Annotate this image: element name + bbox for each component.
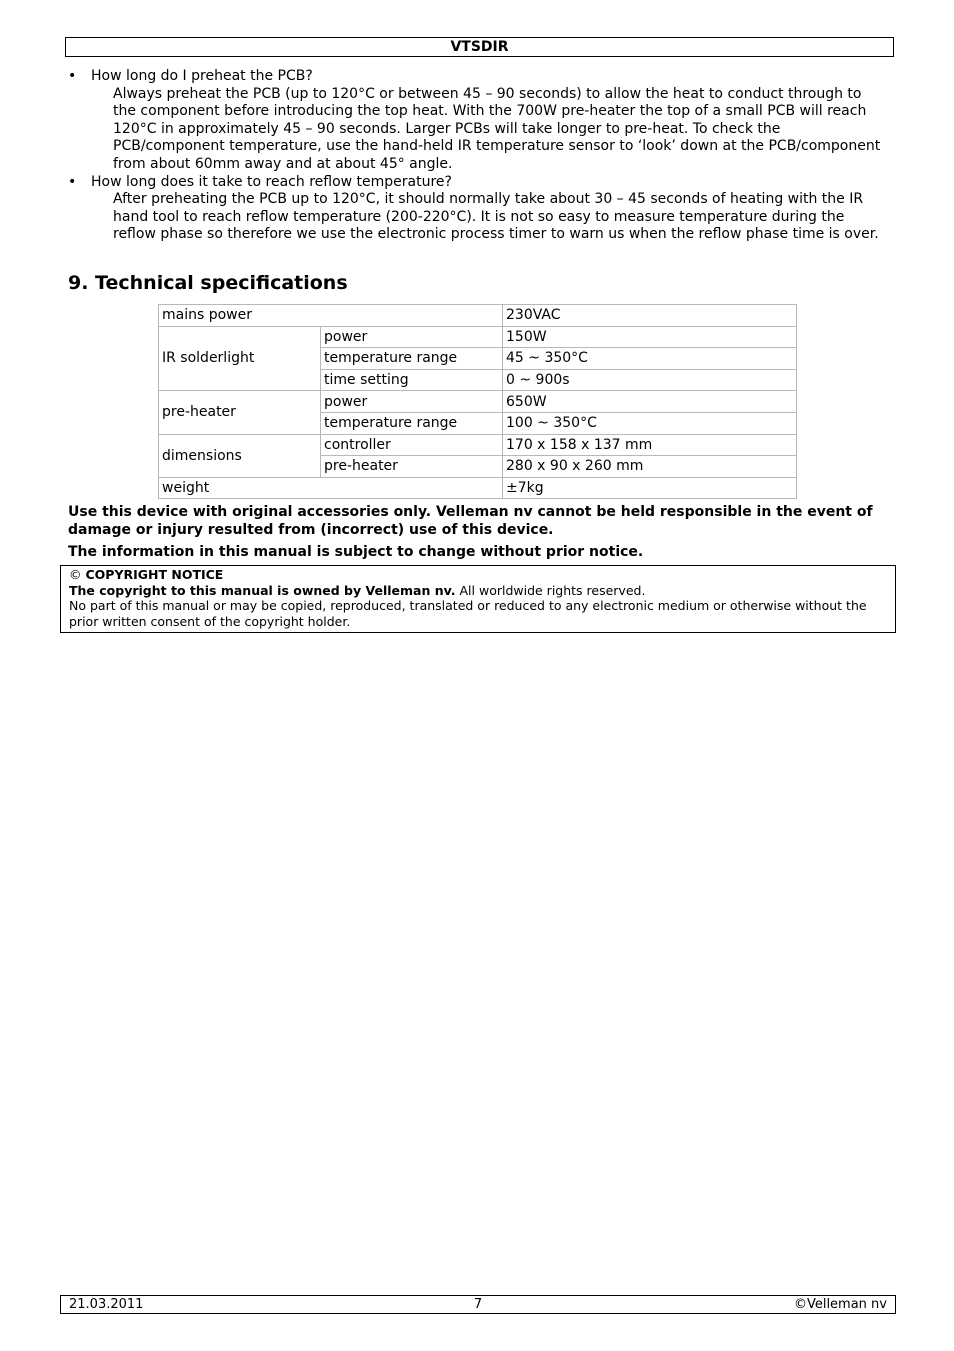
spec-param: time setting <box>321 369 503 391</box>
spec-param: power <box>321 391 503 413</box>
spec-param: temperature range <box>321 348 503 370</box>
change-notice: The information in this manual is subject to change without prior notice. <box>68 544 644 560</box>
notices <box>68 503 888 565</box>
section-title: 9. Technical specifications <box>68 272 348 294</box>
table-row <box>159 477 797 499</box>
spec-param: temperature range <box>321 412 503 434</box>
spec-value: ±7kg <box>503 477 797 499</box>
faq-question <box>68 68 883 86</box>
footer-copyright: ©Velleman nv <box>793 1297 887 1312</box>
spec-param: controller <box>321 434 503 456</box>
accessories-notice: Use this device with original accessories only. Velleman nv cannot be held responsible in the event of damage or injury resulted from (incorrect) use of this device. <box>68 504 873 538</box>
spec-value: 650W <box>503 391 797 413</box>
page-footer <box>60 1295 896 1314</box>
spec-group-label: IR solderlight <box>159 326 321 391</box>
spec-param: pre-heater <box>321 456 503 478</box>
spec-table <box>158 304 797 499</box>
copyright-owner <box>69 583 887 599</box>
table-row <box>159 305 797 327</box>
spec-label: weight <box>159 477 503 499</box>
spec-value: 150W <box>503 326 797 348</box>
copyright-owner-bold: The copyright to this manual is owned by Velleman nv. <box>69 582 456 598</box>
spec-param: power <box>321 326 503 348</box>
faq-list <box>68 68 883 244</box>
footer-date: 21.03.2011 <box>69 1297 144 1312</box>
copyright-title: COPYRIGHT NOTICE <box>85 567 224 582</box>
spec-label: mains power <box>159 305 503 327</box>
copyright-body: No part of this manual or may be copied, reproduced, translated or reduced to any electronic medium or otherwise without the prior written consent of the copyright holder. <box>69 598 867 629</box>
table-row <box>159 326 797 348</box>
document-title: VTSDIR <box>450 39 509 55</box>
table-row <box>159 434 797 456</box>
faq-question <box>68 174 883 192</box>
table-row <box>159 391 797 413</box>
spec-value: 100 ~ 350°C <box>503 412 797 434</box>
faq-answer: Always preheat the PCB (up to 120°C or between 45 – 90 seconds) to allow the heat to conduct through to the component before introducing the top heat. With the 700W pre-heater the top of a small PCB will reach 120°C in approximately 45 – 90 seconds. Larger PCBs will take longer to pre-heat. To check the PCB/component temperature, use the hand-held IR temperature sensor to ‘look’ down at the PCB/component from about 60mm away and at about 45° angle. <box>113 85 881 172</box>
spec-group-label: dimensions <box>159 434 321 477</box>
bullet-icon: • <box>68 68 77 84</box>
faq-item <box>68 68 883 174</box>
faq-item <box>68 174 883 244</box>
bullet-icon: • <box>68 173 77 190</box>
spec-value: 170 x 158 x 137 mm <box>503 434 797 456</box>
spec-value: 0 ~ 900s <box>503 369 797 391</box>
copyright-notice <box>60 565 896 633</box>
spec-value: 280 x 90 x 260 mm <box>503 456 797 478</box>
copyright-heading <box>69 567 887 583</box>
spec-value: 45 ~ 350°C <box>503 348 797 370</box>
faq-question-text: How long do I preheat the PCB? <box>91 68 313 84</box>
copyright-owner-rest: All worldwide rights reserved. <box>459 582 646 598</box>
faq-question-text: How long does it take to reach reflow temperature? <box>91 173 452 190</box>
faq-answer: After preheating the PCB up to 120°C, it should normally take about 30 – 45 seconds of heating with the IR hand tool to reach reflow temperature (200-220°C). It is not so easy to measure temperature during the reflow phase so therefore we use the electronic process timer to warn us when the reflow phase time is over. <box>113 191 879 243</box>
spec-group-label: pre-heater <box>159 391 321 434</box>
page-header <box>65 37 894 57</box>
spec-value: 230VAC <box>503 305 797 327</box>
page-number: 7 <box>473 1297 483 1312</box>
copyright-icon: © <box>69 567 82 582</box>
